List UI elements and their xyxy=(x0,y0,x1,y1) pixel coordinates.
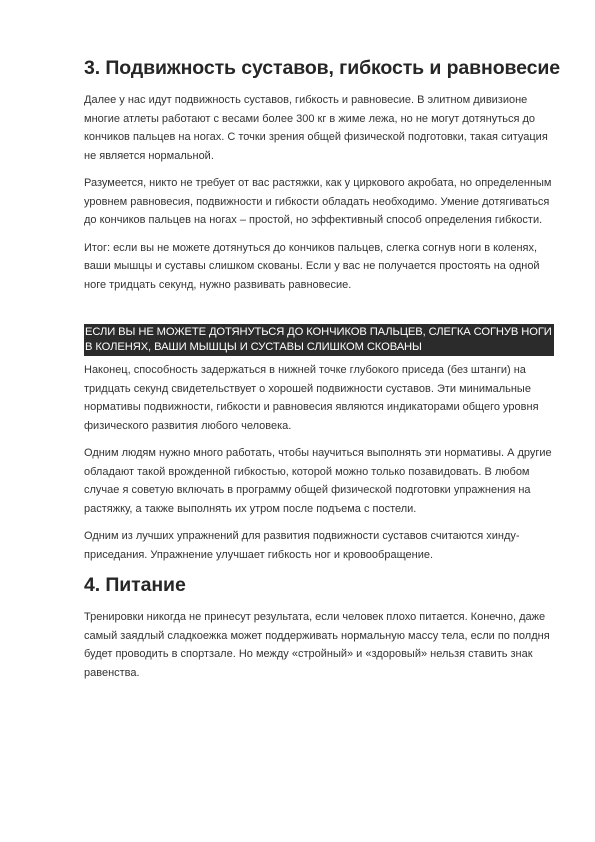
pull-quote-callout: ЕСЛИ ВЫ НЕ МОЖЕТЕ ДОТЯНУТЬСЯ ДО КОНЧИКОВ ПАЛЬЦЕВ, СЛЕГКА СОГНУВ НОГИ В КОЛЕНЯХ, ВАШИ МЫШЦЫ И СУСТАВЫ СЛИШКОМ СКОВАНЫ xyxy=(84,324,554,356)
section-3-paragraph-4: Наконец, способность задержаться в нижней точке глубокого приседа (без штанги) на тридцать секунд свидетельствует о хорошей подвижности суставов. Эти минимальные нормативы подвижности, гибкости и равновесия являются индикаторами общего уровня физического развития любого человека. xyxy=(84,364,539,432)
section-3-paragraph-2: Разумеется, никто не требует от вас растяжки, как у циркового акробата, но определенным уровнем равновесия, подвижности и гибкости обладать необходимо. Умение дотягиваться до кончиков пальцев на ногах – простой, но эффективный способ определения гибкости. xyxy=(84,177,552,226)
section-3-heading: 3. Подвижность суставов, гибкость и равновесие xyxy=(84,57,561,79)
section-3-paragraph-1: Далее у нас идут подвижность суставов, гибкость и равновесие. В элитном дивизионе многие атлеты работают с весами более 300 кг в жиме лежа, но не могут дотянуться до кончиков пальцев на ногах. С точки зрения общей физической подготовки, такая ситуация не является нормальной. xyxy=(84,94,548,162)
section-3-paragraph-5: Одним людям нужно много работать, чтобы научиться выполнять эти нормативы. А другие обладают такой врожденной гибкостью, которой можно только позавидовать. В любом случае я советую включать в программу общей физической подготовки упражнения на растяжку, а также выполнять их утром после подъема с постели. xyxy=(84,447,552,515)
section-3-paragraph-3: Итог: если вы не можете дотянуться до кончиков пальцев, слегка согнув ноги в коленях, ваши мышцы и суставы слишком скованы. Если у вас не получается простоять на одной ноге тридцать секунд, нужно развивать равновесие. xyxy=(84,241,540,291)
section-3-paragraph-6: Одним из лучших упражнений для развития подвижности суставов считаются хинду-приседания. Упражнение улучшает гибкость ног и кровообращение. xyxy=(84,530,520,561)
section-4-heading: 4. Питание xyxy=(84,574,186,596)
section-4-paragraph-1: Тренировки никогда не принесут результата, если человек плохо питается. Конечно, даже самый заядлый сладкоежка может поддерживать нормальную массу тела, если по полдня будет проводить в спортзале. Но между «стройный» и «здоровый» нельзя ставить знак равенства. xyxy=(84,611,550,679)
document-content xyxy=(84,56,561,682)
